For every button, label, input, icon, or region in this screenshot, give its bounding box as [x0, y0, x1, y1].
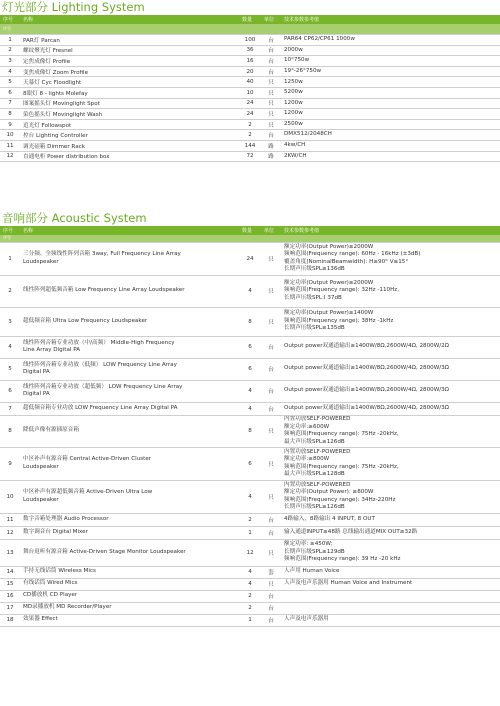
- cell-name: 控台 Lighting Controller: [20, 130, 239, 141]
- cell-name: [20, 590, 239, 602]
- header-unit: 单位: [261, 226, 281, 235]
- cell-spec: [281, 513, 500, 526]
- cell-no: 2: [0, 45, 20, 56]
- table-row: [0, 35, 500, 46]
- cell-qty: 24: [239, 109, 261, 120]
- table-row: [0, 88, 500, 99]
- table-row: [0, 513, 500, 526]
- cell-spec: [281, 539, 500, 566]
- table-row: [0, 447, 500, 480]
- cell-spec-line: 1200w: [284, 99, 303, 106]
- cell-name-line: MD录播放机 MD Recorder/Player: [23, 604, 112, 611]
- cell-unit: 只: [261, 578, 281, 590]
- cell-unit: 台: [261, 526, 281, 539]
- cell-qty: 2: [239, 513, 261, 526]
- cell-spec-line: 频响范围(Frequency range): 60Hz - 16kHz (±3dB): [284, 251, 421, 257]
- cell-spec-line: DMX512/2048CH: [284, 131, 332, 138]
- cell-unit: 台: [261, 590, 281, 602]
- cell-no: 7: [0, 98, 20, 109]
- cell-name-line: 数字音箱处理器 Audio Processor: [23, 515, 109, 522]
- acoustic-table: [0, 226, 500, 627]
- header-no: 序号: [0, 15, 20, 24]
- cell-unit: 套: [261, 566, 281, 578]
- acoustic-title: 音响部分 Acoustic System: [2, 211, 147, 225]
- cell-spec-line: 频响范围(Frequency range): 38Hz -1kHz: [284, 317, 394, 324]
- cell-spec-line: 频响范围(Frequency range): 75Hz -20kHz,: [284, 463, 399, 470]
- cell-unit: 只: [261, 275, 281, 307]
- cell-spec-line: 1250w: [284, 78, 303, 85]
- cell-spec: [281, 141, 500, 152]
- cell-name: [20, 380, 239, 402]
- header-spec: 技术参数参考值: [281, 15, 500, 24]
- cell-name: 图案摇头灯 Movinglight Spot: [20, 98, 239, 109]
- table-row: [0, 45, 500, 56]
- cell-unit: 台: [261, 402, 281, 415]
- cell-no: 11: [0, 141, 20, 152]
- header-spec: 技术参数参考值: [281, 226, 500, 235]
- cell-spec-line: 额定功率(Output Power)≥1400W: [284, 310, 374, 317]
- table-row: [0, 526, 500, 539]
- table-row: [0, 141, 500, 152]
- cell-qty: 4: [239, 275, 261, 307]
- cell-qty: 1: [239, 614, 261, 626]
- table-row: [0, 130, 500, 141]
- cell-name-line: 超低频音箱专业功放 LOW Frequency Line Array Digital PA: [23, 404, 178, 411]
- cell-name-line: 线性阵列音箱专业功放（超低频） LOW Frequency Line Array: [23, 383, 183, 390]
- table-row: [0, 415, 500, 447]
- cell-spec: [281, 56, 500, 67]
- table-row: [0, 539, 500, 566]
- cell-spec-line: 人声及电声乐器用: [284, 616, 329, 623]
- cell-unit: 台: [261, 380, 281, 402]
- cell-spec-line: 人声用 Human Voice: [284, 568, 340, 575]
- cell-spec: [281, 590, 500, 602]
- cell-unit: 台: [261, 358, 281, 380]
- cell-spec-line: Output power双通道输出≥1400W/8Ω,2600W/4Ω, 2800W/3Ω: [284, 387, 449, 394]
- cell-spec: [281, 66, 500, 77]
- cell-name-line: 中区补声有源超低频音箱 Active-Driven Ultra Low: [23, 489, 153, 495]
- acoustic-subheader-row: [0, 235, 500, 242]
- cell-name-line: 线性阵列超低频音箱 Low Frequency Line Array Loudspeaker: [23, 287, 185, 294]
- cell-no: 13: [0, 539, 20, 566]
- table-row: [0, 66, 500, 77]
- cell-unit: 台: [261, 56, 281, 67]
- cell-no: 1: [0, 35, 20, 46]
- cell-no: 8: [0, 415, 20, 447]
- cell-spec: [281, 358, 500, 380]
- cell-name-line: 中区补声有源音箱 Central Active-Driven Cluster: [23, 456, 152, 462]
- cell-spec-line: 1200w: [284, 110, 303, 117]
- cell-name: 天幕灯 Cyc Floodlight: [20, 77, 239, 88]
- cell-spec: [281, 402, 500, 415]
- cell-spec: [281, 526, 500, 539]
- cell-spec: [281, 380, 500, 402]
- cell-name-line: 线性阵列音箱专业功放（中/高频） Middle-High Frequency: [23, 339, 175, 346]
- cell-spec-line: 频响范围(Frequency range): 32Hz -110Hz,: [284, 287, 399, 294]
- cell-name: [20, 539, 239, 566]
- cell-spec: [281, 447, 500, 480]
- acoustic-section: [0, 211, 500, 627]
- cell-spec: [281, 307, 500, 336]
- cell-qty: 20: [239, 66, 261, 77]
- cell-qty: 4: [239, 480, 261, 513]
- cell-no: 5: [0, 358, 20, 380]
- cell-name-line: 线性阵列音箱专业功放（低频） LOW Frequency Line Array: [23, 361, 177, 368]
- cell-no: 17: [0, 602, 20, 614]
- cell-spec: [281, 151, 500, 162]
- cell-name: [20, 275, 239, 307]
- cell-name-line: CD播放机 CD Player: [23, 592, 78, 599]
- table-row: [0, 119, 500, 130]
- cell-spec: [281, 88, 500, 99]
- cell-spec-line: Output power双通道输出≥1400W/8Ω,2600W/4Ω, 2800W/3Ω: [284, 365, 449, 372]
- table-row: [0, 358, 500, 380]
- cell-unit: 只: [261, 88, 281, 99]
- cell-unit: 只: [261, 98, 281, 109]
- cell-spec: [281, 242, 500, 275]
- cell-spec: [281, 35, 500, 46]
- cell-no: 2: [0, 275, 20, 307]
- cell-qty: 2: [239, 119, 261, 130]
- table-row: [0, 242, 500, 275]
- cell-no: 15: [0, 578, 20, 590]
- cell-unit: 只: [261, 119, 281, 130]
- cell-spec-line: 4路输入，8路输出 4 INPUT, 8 OUT: [284, 515, 375, 522]
- cell-name-line: 数字调音台 Digital Mixer: [23, 528, 88, 535]
- cell-spec-line: 长期声压级SPL≥136dB: [284, 266, 345, 272]
- cell-spec: [281, 614, 500, 626]
- table-row: [0, 614, 500, 626]
- cell-name: [20, 415, 239, 447]
- cell-unit: 只: [261, 415, 281, 447]
- table-row: [0, 307, 500, 336]
- cell-unit: 只: [261, 307, 281, 336]
- header-name: 名称: [20, 226, 239, 235]
- cell-qty: 6: [239, 447, 261, 480]
- cell-spec-line: 频响范围(Frequency range): 75Hz -20kHz,: [284, 431, 399, 437]
- cell-spec-line: Output power双通道输出≥1400W/8Ω,2600W/4Ω, 2800W/2Ω: [284, 343, 449, 350]
- cell-qty: 4: [239, 380, 261, 402]
- cell-unit: 只: [261, 77, 281, 88]
- cell-qty: 12: [239, 539, 261, 566]
- cell-spec: [281, 602, 500, 614]
- cell-spec-line: 2KW/CH: [284, 152, 307, 159]
- cell-spec: [281, 275, 500, 307]
- cell-spec-line: 额定功率: ≥450W;: [284, 541, 333, 548]
- lighting-header-row: [0, 15, 500, 24]
- cell-name: [20, 566, 239, 578]
- cell-spec-line: 长期声压级SPL≥126dB: [284, 504, 345, 510]
- cell-name: 8眼灯 8 - lights Molefay: [20, 88, 239, 99]
- subheader-label: 序号: [0, 24, 500, 35]
- cell-unit: 台: [261, 614, 281, 626]
- cell-no: 12: [0, 151, 20, 162]
- cell-spec: [281, 336, 500, 358]
- cell-no: 11: [0, 513, 20, 526]
- cell-no: 16: [0, 590, 20, 602]
- cell-spec-line: 10°750w: [284, 57, 310, 64]
- cell-name-line: Loudspeaker: [23, 258, 59, 265]
- cell-spec: [281, 578, 500, 590]
- cell-name: 直通电柜 Power distribution box: [20, 151, 239, 162]
- lighting-table: [0, 15, 500, 162]
- cell-spec: [281, 480, 500, 513]
- table-row: [0, 590, 500, 602]
- cell-spec-line: 19°-26°750w: [284, 67, 322, 74]
- table-row: [0, 602, 500, 614]
- cell-spec-line: 长期声压级SPL≥129dB: [284, 548, 345, 555]
- cell-name-line: 三分频、全频线性阵列音箱 3way, Full Frequency Line Array: [23, 251, 181, 257]
- cell-spec: [281, 130, 500, 141]
- cell-name: [20, 614, 239, 626]
- header-qty: 数量: [239, 15, 261, 24]
- table-row: [0, 151, 500, 162]
- cell-unit: 路: [261, 151, 281, 162]
- cell-unit: 只: [261, 480, 281, 513]
- cell-unit: 台: [261, 513, 281, 526]
- cell-name: [20, 307, 239, 336]
- cell-no: 5: [0, 77, 20, 88]
- table-row: [0, 77, 500, 88]
- header-unit: 单位: [261, 15, 281, 24]
- cell-spec-line: 人声及电声乐器用 Human Voice and Instrument: [284, 580, 413, 587]
- cell-no: 6: [0, 380, 20, 402]
- subheader-label: 序号: [0, 235, 500, 242]
- cell-no: 6: [0, 88, 20, 99]
- header-name: 名称: [20, 15, 239, 24]
- cell-qty: 6: [239, 358, 261, 380]
- cell-spec-line: 2500w: [284, 120, 303, 127]
- cell-qty: 8: [239, 415, 261, 447]
- table-row: [0, 275, 500, 307]
- cell-name: 染色摇头灯 Movinglight Wash: [20, 109, 239, 120]
- table-row: [0, 336, 500, 358]
- cell-name: 螺纹聚光灯 Fresnel: [20, 45, 239, 56]
- cell-spec-line: 长期声压级SPL≥135dB: [284, 325, 345, 332]
- cell-spec-line: 4kw/CH: [284, 142, 306, 149]
- cell-spec-line: 额定功率(Output Power)≥2000W: [284, 279, 374, 286]
- cell-qty: 72: [239, 151, 261, 162]
- cell-unit: 台: [261, 602, 281, 614]
- table-row: [0, 98, 500, 109]
- cell-no: 4: [0, 66, 20, 77]
- cell-spec-line: 内置功放SELF-POWERED: [284, 481, 351, 488]
- cell-spec-line: 额定功率(Output Power): ≥800W: [284, 489, 374, 495]
- cell-qty: 8: [239, 307, 261, 336]
- cell-spec: [281, 45, 500, 56]
- cell-spec: [281, 109, 500, 120]
- cell-name-line: 有线话筒 Wired Mics: [23, 580, 78, 587]
- cell-spec-line: 额定功率:≥800W: [284, 456, 330, 462]
- lighting-subheader-row: [0, 24, 500, 35]
- cell-qty: 4: [239, 578, 261, 590]
- cell-name-line: 超低频音箱 Ultra Low Frequency Loudspeaker: [23, 317, 148, 324]
- cell-spec-line: 频响范围(Frequency range): 34Hz-220Hz: [284, 496, 396, 503]
- cell-spec: [281, 98, 500, 109]
- cell-name: [20, 447, 239, 480]
- cell-name: [20, 526, 239, 539]
- lighting-section: [0, 0, 500, 162]
- cell-qty: 144: [239, 141, 261, 152]
- cell-qty: 16: [239, 56, 261, 67]
- cell-name: 定焦成像灯 Profile: [20, 56, 239, 67]
- cell-name-line: 效果器 Effect: [23, 616, 58, 623]
- cell-spec-line: 最大声压级SPL≥128dB: [284, 471, 345, 477]
- cell-spec-line: 额定功率:≥600W: [284, 423, 330, 430]
- cell-unit: 路: [261, 141, 281, 152]
- cell-qty: 24: [239, 242, 261, 275]
- cell-unit: 台: [261, 45, 281, 56]
- cell-no: 18: [0, 614, 20, 626]
- cell-name: [20, 578, 239, 590]
- cell-name-line: Digital PA: [23, 369, 50, 375]
- cell-spec: [281, 566, 500, 578]
- table-row: [0, 402, 500, 415]
- cell-spec-line: 内置功放SELF-POWERED: [284, 416, 351, 422]
- cell-no: 9: [0, 447, 20, 480]
- table-row: [0, 566, 500, 578]
- cell-spec-line: 最大声压级SPL≥126dB: [284, 438, 345, 445]
- cell-no: 3: [0, 307, 20, 336]
- cell-no: 4: [0, 336, 20, 358]
- cell-name: [20, 513, 239, 526]
- cell-qty: 36: [239, 45, 261, 56]
- cell-name-line: Loudspeaker: [23, 463, 59, 470]
- cell-qty: 24: [239, 98, 261, 109]
- table-row: [0, 380, 500, 402]
- cell-name: 变焦成像灯 Zoom Profile: [20, 66, 239, 77]
- cell-name-line: 舞台返听有源音箱 Active-Driven Stage Monitor Loudspeaker: [23, 548, 186, 555]
- cell-qty: 2: [239, 602, 261, 614]
- cell-name: [20, 358, 239, 380]
- cell-no: 10: [0, 130, 20, 141]
- cell-spec-line: 输入通道INPUT≥48路 总线输出通道MIX OUT≥32路: [284, 528, 418, 535]
- cell-spec-line: 频响范围(Frequency range): 39 Hz -20 kHz: [284, 556, 401, 563]
- cell-spec: [281, 415, 500, 447]
- cell-unit: 只: [261, 447, 281, 480]
- cell-qty: 4: [239, 402, 261, 415]
- cell-name: PAR灯 Parcan: [20, 35, 239, 46]
- cell-spec-line: Output power双通道输出≥1400W/8Ω,2600W/4Ω, 2800W/3Ω: [284, 404, 449, 411]
- cell-no: 8: [0, 109, 20, 120]
- header-qty: 数量: [239, 226, 261, 235]
- cell-spec-line: 内置功放SELF-POWERED: [284, 448, 351, 455]
- cell-unit: 台: [261, 130, 281, 141]
- table-row: [0, 109, 500, 120]
- cell-qty: 2: [239, 590, 261, 602]
- cell-spec-line: 额定功率(Output Power)≥2000W: [284, 243, 374, 250]
- cell-no: 7: [0, 402, 20, 415]
- cell-no: 1: [0, 242, 20, 275]
- cell-unit: 台: [261, 66, 281, 77]
- cell-name-line: 手持无线话筒 Wireless Mics: [23, 568, 96, 575]
- table-row: [0, 578, 500, 590]
- lighting-title: 灯光部分 Lighting System: [2, 0, 145, 14]
- cell-spec-line: PAR64 CP62/CP61 1000w: [284, 36, 355, 43]
- cell-name-line: Line Array Digital PA: [23, 347, 81, 353]
- cell-no: 3: [0, 56, 20, 67]
- cell-name: [20, 402, 239, 415]
- table-row: [0, 480, 500, 513]
- cell-qty: 2: [239, 130, 261, 141]
- cell-no: 9: [0, 119, 20, 130]
- cell-qty: 1: [239, 526, 261, 539]
- cell-name-line: Digital PA: [23, 391, 50, 397]
- header-no: 序号: [0, 226, 20, 235]
- cell-name: 追光灯 Followspot: [20, 119, 239, 130]
- cell-name: [20, 602, 239, 614]
- cell-unit: 只: [261, 109, 281, 120]
- cell-no: 12: [0, 526, 20, 539]
- cell-spec: [281, 119, 500, 130]
- cell-spec-line: 覆盖角度(NominalBeamwidth): H≥90° V≤15°: [284, 258, 409, 265]
- table-row: [0, 56, 500, 67]
- cell-qty: 6: [239, 336, 261, 358]
- cell-unit: 只: [261, 242, 281, 275]
- cell-name: 调光硅箱 Dimmer Rack: [20, 141, 239, 152]
- cell-qty: 100: [239, 35, 261, 46]
- cell-qty: 10: [239, 88, 261, 99]
- cell-no: 14: [0, 566, 20, 578]
- cell-spec-line: 5200w: [284, 89, 303, 96]
- cell-qty: 40: [239, 77, 261, 88]
- cell-unit: 台: [261, 35, 281, 46]
- cell-unit: 台: [261, 336, 281, 358]
- cell-spec-line: 长期声压级SPL:I 37dB: [284, 294, 342, 301]
- cell-spec: [281, 77, 500, 88]
- cell-no: 10: [0, 480, 20, 513]
- acoustic-header-row: [0, 226, 500, 235]
- cell-qty: 4: [239, 566, 261, 578]
- cell-name: [20, 480, 239, 513]
- cell-name-line: 降低声像有源插原音箱: [23, 427, 79, 434]
- cell-unit: 只: [261, 539, 281, 566]
- cell-name-line: Loudspeaker: [23, 496, 59, 503]
- cell-spec-line: 2000w: [284, 46, 303, 53]
- cell-name: [20, 336, 239, 358]
- cell-name: [20, 242, 239, 275]
